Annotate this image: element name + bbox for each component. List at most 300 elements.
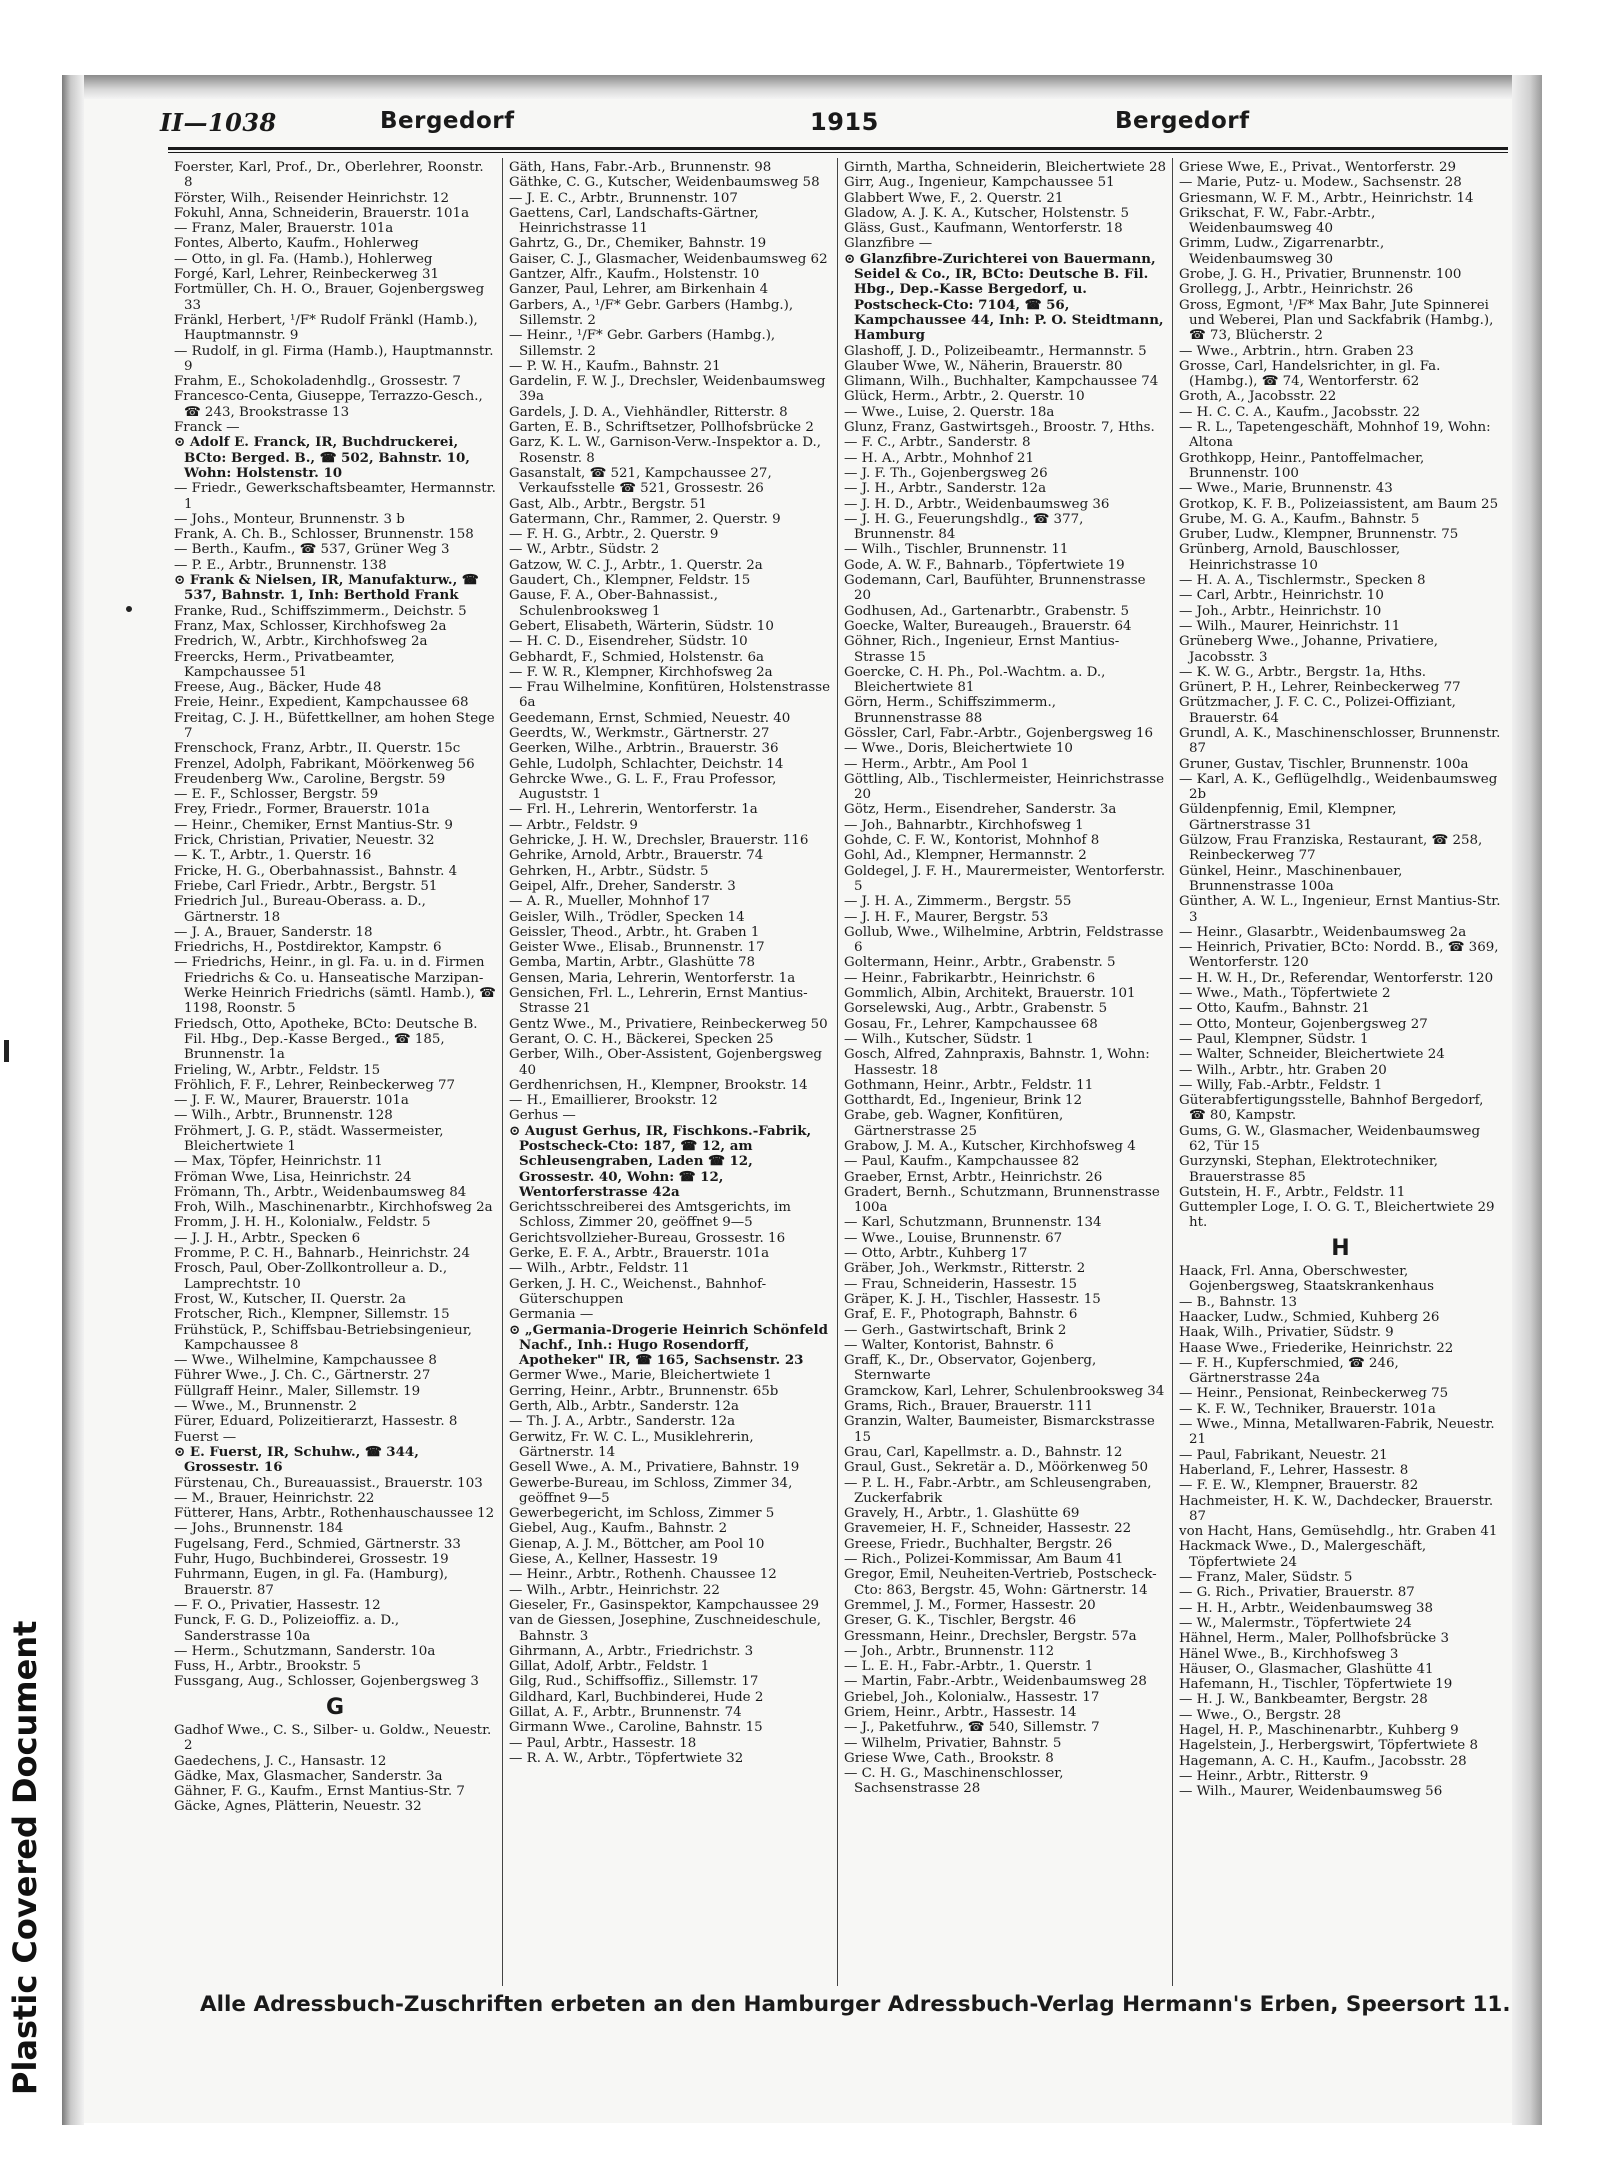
directory-entry: Gohl, Ad., Klempner, Hermannstr. 2 — [844, 848, 1087, 864]
directory-entry: Haberland, F., Lehrer, Hassestr. 8 — [1179, 1462, 1409, 1478]
directory-entry: — Johs., Monteur, Brunnenstr. 3 b — [174, 511, 405, 527]
directory-entry: Grimm, Ludw., Zigarrenarbtr., Weidenbaumsweg 30 — [1179, 236, 1385, 267]
directory-entry: Godhusen, Ad., Gartenarbtr., Grabenstr. 5 — [844, 603, 1129, 619]
directory-entry: Fokuhl, Anna, Schneiderin, Brauerstr. 101a — [174, 205, 470, 221]
directory-entry: Gehricke, J. H. W., Drechsler, Brauerstr. 116 — [509, 833, 809, 849]
directory-entry: Gieseler, Fr., Gasinspektor, Kampchaussee 29 — [509, 1597, 820, 1613]
directory-entry: — Frau Wilhelmine, Konfitüren, Holstenstrasse 6a — [509, 680, 831, 711]
directory-entry: — H. J. W., Bankbeamter, Bergstr. 28 — [1179, 1692, 1428, 1708]
directory-entry: — Franz, Maler, Südstr. 5 — [1179, 1570, 1353, 1586]
directory-entry: Glimann, Wilh., Buchhalter, Kampchaussee 74 — [844, 374, 1159, 390]
directory-entry: Greser, G. K., Tischler, Bergstr. 46 — [844, 1613, 1077, 1629]
directory-entry: Häuser, O., Glasmacher, Glashütte 41 — [1179, 1661, 1434, 1677]
directory-entry: — F. O., Privatier, Hassestr. 12 — [174, 1597, 381, 1613]
directory-entry: Fuhrmann, Eugen, in gl. Fa. (Hamburg), Brauerstr. 87 — [174, 1567, 449, 1598]
directory-entry: Freitag, C. J. H., Büfettkellner, am hohen Stege 7 — [174, 710, 495, 741]
directory-entry: Gerth, Alb., Arbtr., Sanderstr. 12a — [509, 1399, 739, 1415]
directory-entry: Gräber, Joh., Werkmstr., Ritterstr. 2 — [844, 1261, 1086, 1277]
directory-entry: — Joh., Arbtr., Heinrichstr. 10 — [1179, 603, 1382, 619]
directory-entry: Gause, F. A., Ober-Bahnassist., Schulenbrooksweg 1 — [509, 588, 719, 619]
directory-entry: — Willy, Fab.-Arbtr., Feldstr. 1 — [1179, 1077, 1383, 1093]
directory-column-1 — [168, 158, 503, 1986]
directory-entry: — F. H. G., Arbtr., 2. Querstr. 9 — [509, 527, 719, 543]
directory-entry: — Friedrichs, Heinr., in gl. Fa. u. in d. Firmen Friedrichs & Co. u. Hanseatische Marzipan-Werke Heinrich Friedrichs (sämtl. Hamb.), ☎ 1198, Roonstr. 5 — [174, 955, 496, 1017]
directory-entry: Grützmacher, J. F. C. C., Polizei-Offiziant, Brauerstr. 64 — [1179, 695, 1456, 726]
directory-column-4 — [1173, 158, 1508, 1986]
directory-entry: Hafemann, H., Tischler, Töpfertwiete 19 — [1179, 1677, 1453, 1693]
directory-entry: Griese Wwe, Cath., Brookstr. 8 — [844, 1750, 1054, 1766]
directory-entry: — Wilh., Arbtr., Feldstr. 11 — [509, 1261, 690, 1277]
directory-entry: — H. A., Arbtr., Mohnhof 21 — [844, 450, 1034, 466]
directory-entry: Grau, Carl, Kapellmstr. a. D., Bahnstr. 12 — [844, 1444, 1123, 1460]
directory-entry: — Wwe., Math., Töpfertwiete 2 — [1179, 986, 1391, 1002]
directory-entry: ⊙ E. Fuerst, IR, Schuhw., ☎ 344, Grossestr. 16 — [174, 1443, 419, 1476]
directory-entry: — C. H. G., Maschinenschlosser, Sachsenstrasse 28 — [844, 1766, 1064, 1797]
directory-entry: Fredrich, W., Arbtr., Kirchhofsweg 2a — [174, 634, 428, 650]
directory-entry: ⊙ „Germania-Drogerie Heinrich Schönfeld Nachf., Inh.: Hugo Rosendorff, Apotheker" IR, ☎ 165, Sachsenstr. 23 — [509, 1321, 828, 1369]
directory-entry: — G. Rich., Privatier, Brauerstr. 87 — [1179, 1585, 1415, 1601]
directory-entry: Fränkl, Herbert, ¹/F* Rudolf Fränkl (Hamb.), Hauptmannstr. 9 — [174, 312, 478, 344]
directory-entry: Fugelsang, Ferd., Schmied, Gärtnerstr. 33 — [174, 1536, 461, 1552]
directory-entry: Frotscher, Rich., Klempner, Sillemstr. 15 — [174, 1307, 450, 1323]
directory-entry: Gemba, Martin, Arbtr., Glashütte 78 — [509, 955, 756, 971]
directory-entry: Fortmüller, Ch. H. O., Brauer, Gojenbergsweg 33 — [174, 282, 485, 313]
directory-entry: Frahm, E., Schokoladenhdlg., Grossestr. 7 — [174, 374, 461, 390]
directory-entry: Glabbert Wwe, F., 2. Querstr. 21 — [844, 190, 1064, 206]
directory-entry: — Max, Töpfer, Heinrichstr. 11 — [174, 1154, 383, 1170]
directory-entry: Goltermann, Heinr., Arbtr., Grabenstr. 5 — [844, 955, 1116, 971]
directory-entry: Freercks, Herm., Privatbeamter, Kampchaussee 51 — [174, 649, 395, 680]
directory-entry: Frick, Christian, Privatier, Neuestr. 32 — [174, 833, 435, 849]
directory-entry: Gensichen, Frl. L., Lehrerin, Ernst Mantius-Strasse 21 — [509, 986, 808, 1017]
directory-entry: — B., Bahnstr. 13 — [1179, 1294, 1298, 1310]
page-header — [120, 108, 1460, 144]
directory-entry: Gaudert, Ch., Klempner, Feldstr. 15 — [509, 573, 751, 589]
directory-entry: Gäcke, Agnes, Plätterin, Neuestr. 32 — [174, 1799, 422, 1815]
directory-entry: Garz, K. L. W., Garnison-Verw.-Inspektor a. D., Rosenstr. 8 — [509, 435, 822, 466]
directory-entry: Gerichtsschreiberei des Amtsgerichts, im Schloss, Zimmer 20, geöffnet 9—5 — [509, 1200, 791, 1231]
directory-entry: — M., Brauer, Heinrichstr. 22 — [174, 1490, 375, 1506]
directory-entry: Freese, Aug., Bäcker, Hude 48 — [174, 680, 382, 696]
directory-entry: Gardelin, F. W. J., Drechsler, Weidenbaumsweg 39a — [509, 374, 826, 405]
directory-entry: — Carl, Arbtr., Heinrichstr. 10 — [1179, 588, 1384, 604]
directory-entry: ⊙ Adolf E. Franck, IR, Buchdruckerei, BCto: Berged. B., ☎ 502, Bahnstr. 10, Wohn: Holstenstr. 10 — [174, 434, 470, 481]
directory-entry: Glunz, Franz, Gastwirtsgeh., Broostr. 7, Hths. — [844, 420, 1155, 436]
directory-entry: Gollub, Wwe., Wilhelmine, Arbtrin, Feldstrasse 6 — [844, 924, 1164, 956]
directory-entry: Haase Wwe., Friederike, Heinrichstr. 22 — [1179, 1340, 1454, 1356]
section-letter: H — [1331, 1235, 1350, 1261]
directory-entry: — H. W. H., Dr., Referendar, Wentorferstr. 120 — [1179, 970, 1494, 986]
directory-entry: Gressmann, Heinr., Drechsler, Bergstr. 57a — [844, 1628, 1137, 1644]
header-year: 1915 — [810, 108, 879, 136]
directory-entry: — Otto, in gl. Fa. (Hamb.), Hohlerweg — [174, 251, 433, 267]
directory-entry: — Wwe., M., Brunnenstr. 2 — [174, 1399, 357, 1415]
directory-entry: Göhner, Rich., Ingenieur, Ernst Mantius-Strasse 15 — [844, 634, 1120, 665]
directory-entry: Gähner, F. G., Kaufm., Ernst Mantius-Str. 7 — [174, 1784, 465, 1800]
directory-entry: Fröman Wwe, Lisa, Heinrichstr. 24 — [174, 1169, 412, 1185]
directory-entry: — Arbtr., Feldstr. 9 — [509, 817, 638, 833]
directory-entry: — E. F., Schlosser, Bergstr. 59 — [174, 787, 379, 803]
directory-entry: von Hacht, Hans, Gemüsehdlg., htr. Graben 41 — [1179, 1524, 1498, 1540]
directory-entry: Giebel, Aug., Kaufm., Bahnstr. 2 — [509, 1521, 728, 1537]
scan-mark — [126, 606, 132, 612]
directory-entry: Gädke, Max, Glasmacher, Sanderstr. 3a — [174, 1768, 443, 1784]
directory-entry: Glauber Wwe, W., Näherin, Brauerstr. 80 — [844, 358, 1123, 374]
directory-entry: — Wilh., Arbtr., htr. Graben 20 — [1179, 1062, 1387, 1078]
directory-entry: Gruber, Ludw., Klempner, Brunnenstr. 75 — [1179, 527, 1459, 543]
directory-entry: Gruner, Gustav, Tischler, Brunnenstr. 100a — [1179, 756, 1469, 772]
directory-entry: Gillat, Adolf, Arbtr., Feldstr. 1 — [509, 1659, 710, 1675]
directory-entry: Glanzfibre — — [844, 236, 933, 252]
directory-entry: — Otto, Arbtr., Kuhberg 17 — [844, 1246, 1028, 1262]
directory-entry: Gillat, A. F., Arbtr., Brunnenstr. 74 — [509, 1704, 742, 1720]
directory-entry: Gerber, Wilh., Ober-Assistent, Gojenbergsweg 40 — [509, 1047, 822, 1078]
directory-entry: — Karl, A. K., Geflügelhdlg., Weidenbaumsweg 2b — [1179, 771, 1498, 803]
directory-entry: Gerant, O. C. H., Bäckerei, Specken 25 — [509, 1031, 774, 1047]
directory-entry: — J. A., Brauer, Sanderstr. 18 — [174, 924, 373, 940]
directory-entry: Frühstück, P., Schiffsbau-Betriebsingenieur, Kampchaussee 8 — [174, 1322, 472, 1353]
directory-entry: Gehrcke Wwe., G. L. F., Frau Professor, Auguststr. 1 — [509, 771, 777, 803]
directory-entry: Gardels, J. D. A., Viehhändler, Ritterstr. 8 — [509, 404, 788, 420]
directory-entry: Haack, Frl. Anna, Oberschwester, Gojenbergsweg, Staatskrankenhaus — [1179, 1264, 1434, 1295]
directory-entry: ⊙ Glanzfibre-Zurichterei von Bauermann, Seidel & Co., IR, BCto: Deutsche B. Fil. Hbg., Dep.-Kasse Bergedorf, u. Postscheck-Cto: 7104, ☎ 56, Kampchaussee 44, Inh: P. O. Steidtmann, Hamburg — [844, 250, 1164, 344]
directory-entry: Graul, Gust., Sekretär a. D., Möörkenweg 50 — [844, 1460, 1149, 1476]
directory-entry: — Wwe., O., Bergstr. 28 — [1179, 1707, 1342, 1723]
directory-entry: Griesmann, W. F. M., Arbtr., Heinrichstr. 14 — [1179, 190, 1474, 206]
directory-entry: Funck, F. G. D., Polizeioffiz. a. D., Sanderstrasse 10a — [174, 1613, 400, 1644]
directory-entry: — Wilhelm, Privatier, Bahnstr. 5 — [844, 1735, 1062, 1751]
directory-entry: — Frl. H., Lehrerin, Wentorferstr. 1a — [509, 802, 758, 818]
directory-entry: Fütterer, Hans, Arbtr., Rothenhauschaussee 12 — [174, 1506, 495, 1522]
scan-edge-top — [62, 75, 1532, 99]
directory-entry: Gahrtz, G., Dr., Chemiker, Bahnstr. 19 — [509, 236, 767, 252]
directory-entry: — Rudolf, in gl. Firma (Hamb.), Hauptmannstr. 9 — [174, 343, 494, 374]
directory-entry: Foerster, Karl, Prof., Dr., Oberlehrer, Roonstr. 8 — [174, 160, 484, 191]
directory-entry: — Wilh., Arbtr., Heinrichstr. 22 — [509, 1582, 720, 1598]
directory-entry: Grobe, J. G. H., Privatier, Brunnenstr. 100 — [1179, 267, 1462, 283]
directory-entry: — Herm., Schutzmann, Sanderstr. 10a — [174, 1643, 436, 1659]
directory-entry: Glashoff, J. D., Polizeibeamtr., Hermannstr. 5 — [844, 343, 1147, 359]
directory-entry: Geerken, Wilhe., Arbtrin., Brauerstr. 36 — [509, 741, 779, 757]
directory-entry: Gaedechens, J. C., Hansastr. 12 — [174, 1753, 387, 1769]
directory-entry: Geipel, Alfr., Dreher, Sanderstr. 3 — [509, 878, 736, 894]
directory-entry: Götz, Herm., Eisendreher, Sanderstr. 3a — [844, 802, 1117, 818]
directory-entry: Güterabfertigungsstelle, Bahnhof Bergedorf, ☎ 80, Kampstr. — [1179, 1093, 1484, 1124]
directory-entry: — Otto, Kaufm., Bahnstr. 21 — [1179, 1001, 1370, 1017]
directory-entry: Freie, Heinr., Expedient, Kampchaussee 68 — [174, 695, 469, 711]
directory-entry: Fuss, H., Arbtr., Brookstr. 5 — [174, 1659, 362, 1675]
directory-entry: — Wwe., Louise, Brunnenstr. 67 — [844, 1230, 1063, 1246]
directory-entry: — Wilh., Kutscher, Südstr. 1 — [844, 1031, 1034, 1047]
directory-entry: Görn, Herm., Schiffszimmerm., Brunnenstrasse 88 — [844, 695, 1057, 726]
directory-entry: Geissler, Theod., Arbtr., ht. Graben 1 — [509, 924, 760, 940]
directory-entry: — Friedr., Gewerkschaftsbeamter, Hermannstr. 1 — [174, 481, 496, 512]
directory-entry: — Walter, Schneider, Bleichertwiete 24 — [1179, 1047, 1445, 1063]
directory-entry: Goldegel, J. F. H., Maurermeister, Wentorferstr. 5 — [844, 863, 1166, 894]
directory-entry: — Heinr., ¹/F* Gebr. Garbers (Hambg.), Sillemstr. 2 — [509, 328, 776, 359]
directory-entry: Franke, Rud., Schiffszimmerm., Deichstr. 5 — [174, 603, 467, 619]
directory-entry: Goercke, C. H. Ph., Pol.-Wachtm. a. D., Bleichertwiete 81 — [844, 664, 1106, 696]
directory-entry: Geedemann, Ernst, Schmied, Neuestr. 40 — [509, 710, 791, 726]
directory-entry: Grikschat, F. W., Fabr.-Arbtr., Weidenbaumsweg 40 — [1179, 205, 1376, 237]
directory-entry: Guttempler Loge, I. O. G. T., Bleichertwiete 29 ht. — [1179, 1200, 1495, 1231]
directory-entry: Gorselewski, Aug., Arbtr., Grabenstr. 5 — [844, 1001, 1108, 1017]
directory-entry: — F. H., Kupferschmied, ☎ 246, Gärtnerstrasse 24a — [1179, 1355, 1399, 1387]
directory-entry: Gerdhenrichsen, H., Klempner, Brookstr. 14 — [509, 1077, 808, 1093]
directory-entry: Geerdts, W., Werkmstr., Gärtnerstr. 27 — [509, 725, 770, 741]
page-footer: Alle Adressbuch-Zuschriften erbeten an den Hamburger Adressbuch-Verlag Hermann's Erben, Speersort 11. — [200, 1992, 1511, 2017]
directory-entry: Grünert, P. H., Lehrer, Reinbeckerweg 77 — [1179, 680, 1461, 696]
directory-entry: Fürstenau, Ch., Bureauassist., Brauerstr. 103 — [174, 1475, 483, 1491]
directory-entry: Grollegg, J., Arbtr., Heinrichstr. 26 — [1179, 282, 1414, 298]
directory-entry: — H. A. A., Tischlermstr., Specken 8 — [1179, 573, 1426, 589]
directory-entry: — J. H., Arbtr., Sanderstr. 12a — [844, 481, 1047, 497]
directory-entry: ⊙ Frank & Nielsen, IR, Manufakturw., ☎ 537, Bahnstr. 1, Inh: Berthold Frank — [174, 572, 479, 604]
directory-entry: — F. C., Arbtr., Sanderstr. 8 — [844, 435, 1031, 451]
directory-entry: Giese, A., Kellner, Hassestr. 19 — [509, 1552, 718, 1568]
directory-entry: Girmann Wwe., Caroline, Bahnstr. 15 — [509, 1720, 763, 1736]
directory-entry: — H. C. D., Eisendreher, Südstr. 10 — [509, 634, 748, 650]
directory-entry: Gräper, K. J. H., Tischler, Hassestr. 15 — [844, 1291, 1101, 1307]
directory-entry: Fröhlich, F. F., Lehrer, Reinbeckerweg 77 — [174, 1077, 456, 1093]
directory-entry: — L. E. H., Fabr.-Arbtr., 1. Querstr. 1 — [844, 1659, 1094, 1675]
directory-entry: — J., Paketfuhrw., ☎ 540, Sillemstr. 7 — [844, 1720, 1100, 1736]
directory-entry: Girr, Aug., Ingenieur, Kampchaussee 51 — [844, 175, 1115, 191]
directory-entry: Gosau, Fr., Lehrer, Kampchaussee 68 — [844, 1016, 1098, 1032]
directory-entry: Grothkopp, Heinr., Pantoffelmacher, Brunnenstr. 100 — [1179, 450, 1425, 481]
directory-entry: — Frau, Schneiderin, Hassestr. 15 — [844, 1276, 1077, 1292]
directory-entry: — K. F. W., Techniker, Brauerstr. 101a — [1179, 1401, 1436, 1417]
directory-entry: — J. H. F., Maurer, Bergstr. 53 — [844, 909, 1049, 925]
directory-entry: Fromm, J. H. H., Kolonialw., Feldstr. 5 — [174, 1215, 431, 1231]
directory-entry: Hagel, H. P., Maschinenarbtr., Kuhberg 9 — [1179, 1722, 1459, 1738]
directory-entry: Gotthardt, Ed., Ingenieur, Brink 12 — [844, 1093, 1082, 1109]
directory-entry: Gewerbe-Bureau, im Schloss, Zimmer 34, geöffnet 9—5 — [509, 1475, 793, 1506]
directory-entry: Gohde, C. F. W., Kontorist, Mohnhof 8 — [844, 833, 1100, 849]
directory-entry: Gurzynski, Stephan, Elektrotechniker, Brauerstrasse 85 — [1179, 1154, 1439, 1185]
directory-entry: Grams, Rich., Brauer, Brauerstr. 111 — [844, 1399, 1094, 1415]
directory-entry: Gerhus — — [509, 1108, 576, 1124]
directory-entry: Gewerbegericht, im Schloss, Zimmer 5 — [509, 1506, 775, 1522]
directory-entry: — Wilh., Maurer, Heinrichstr. 11 — [1179, 618, 1401, 634]
directory-entry: — Wilh., Tischler, Brunnenstr. 11 — [844, 542, 1069, 558]
directory-entry: Fuhr, Hugo, Buchbinderei, Grossestr. 19 — [174, 1552, 449, 1568]
directory-entry: Francesco-Centa, Giuseppe, Terrazzo-Gesch., ☎ 243, Brookstrasse 13 — [174, 389, 483, 420]
directory-entry: Groth, A., Jacobsstr. 22 — [1179, 389, 1337, 405]
directory-entry: Gaiser, C. J., Glasmacher, Weidenbaumsweg 62 — [509, 251, 828, 267]
directory-entry: Gode, A. W. F., Bahnarb., Töpfertwiete 19 — [844, 557, 1125, 573]
directory-entry: Friedrich Jul., Bureau-Oberass. a. D., Gärtnerstr. 18 — [174, 894, 426, 925]
directory-entry: Gerwitz, Fr. W. C. L., Musiklehrerin, Gärtnerstr. 14 — [509, 1429, 754, 1460]
directory-entry: — P. W. H., Kaufm., Bahnstr. 21 — [509, 358, 721, 374]
directory-entry: Friedsch, Otto, Apotheke, BCto: Deutsche B. Fil. Hbg., Dep.-Kasse Berged., ☎ 185, Brunnenstr. 1a — [174, 1016, 478, 1063]
directory-entry: Gadhof Wwe., C. S., Silber- u. Goldw., Neuestr. 2 — [174, 1722, 492, 1754]
directory-entry: Hackmack Wwe., D., Malergeschäft, Töpfertwiete 24 — [1179, 1539, 1427, 1570]
directory-entry: — Heinrich, Privatier, BCto: Nordd. B., ☎ 369, Wentorferstr. 120 — [1179, 940, 1499, 971]
directory-entry: Gäthke, C. G., Kutscher, Weidenbaumsweg 58 — [509, 175, 820, 191]
directory-entry: — Gerh., Gastwirtschaft, Brink 2 — [844, 1322, 1067, 1338]
directory-entry: — Paul, Kaufm., Kampchaussee 82 — [844, 1154, 1080, 1170]
directory-entry: Grundl, A. K., Maschinenschlosser, Brunnenstr. 87 — [1179, 725, 1501, 757]
directory-entry: Ganzer, Paul, Lehrer, am Birkenhain 4 — [509, 282, 769, 298]
directory-entry: Haacker, Ludw., Schmied, Kuhberg 26 — [1179, 1309, 1440, 1325]
directory-entry: Friedrichs, H., Postdirektor, Kampstr. 6 — [174, 940, 442, 956]
directory-entry: Gatzow, W. C. J., Arbtr., 1. Querstr. 2a — [509, 557, 763, 573]
directory-entry: — R. A. W., Arbtr., Töpfertwiete 32 — [509, 1750, 744, 1766]
directory-entry: Führer Wwe., J. Ch. C., Gärtnerstr. 27 — [174, 1368, 431, 1384]
directory-entry: — Karl, Schutzmann, Brunnenstr. 134 — [844, 1215, 1102, 1231]
directory-entry: — Wwe., Doris, Bleichertwiete 10 — [844, 741, 1073, 757]
directory-entry: — Heinr., Pensionat, Reinbeckerweg 75 — [1179, 1386, 1449, 1402]
directory-entry: Gerichtsvollzieher-Bureau, Grossestr. 16 — [509, 1230, 786, 1246]
scan-edge-left — [62, 75, 84, 2125]
directory-entry: — K. T., Arbtr., 1. Querstr. 16 — [174, 848, 372, 864]
directory-entry: — Berth., Kaufm., ☎ 537, Grüner Weg 3 — [174, 542, 450, 558]
directory-entry: Gensen, Maria, Lehrerin, Wentorferstr. 1a — [509, 970, 796, 986]
directory-entry: Geister Wwe., Elisab., Brunnenstr. 17 — [509, 940, 765, 956]
directory-entry: — J. H. A., Zimmerm., Bergstr. 55 — [844, 894, 1072, 910]
directory-entry: — W., Malermstr., Töpfertwiete 24 — [1179, 1615, 1412, 1631]
scan-mark — [4, 1040, 9, 1062]
directory-entry: — F. W. R., Klempner, Kirchhofsweg 2a — [509, 664, 773, 680]
directory-entry: Gantzer, Alfr., Kaufm., Holstenstr. 10 — [509, 267, 760, 283]
directory-entry: Fröhmert, J. G. P., städt. Wassermeister, Bleichertwiete 1 — [174, 1123, 444, 1154]
directory-entry: — Herm., Arbtr., Am Pool 1 — [844, 756, 1030, 772]
directory-entry: Gerke, E. F. A., Arbtr., Brauerstr. 101a — [509, 1246, 770, 1262]
directory-entry: Gregor, Emil, Neuheiten-Vertrieb, Postscheck-Cto: 863, Bergstr. 45, Wohn: Gärtnerstr. 14 — [844, 1567, 1157, 1598]
directory-entry: — Joh., Bahnarbtr., Kirchhofsweg 1 — [844, 817, 1084, 833]
directory-entry: Gross, Egmont, ¹/F* Max Bahr, Jute Spinnerei und Weberei, Plan und Sackfabrik (Hambg.), ☎ 73, Blücherstr. 2 — [1179, 297, 1494, 344]
section-letter: G — [325, 1694, 345, 1720]
directory-entry: — F. E. W., Klempner, Brauerstr. 82 — [1179, 1478, 1419, 1494]
directory-entry: — P. L. H., Fabr.-Arbtr., am Schleusengraben, Zuckerfabrik — [844, 1475, 1152, 1506]
directory-entry: Griem, Heinr., Arbtr., Hassestr. 14 — [844, 1704, 1077, 1720]
directory-entry: — Heinr., Arbtr., Ritterstr. 9 — [1179, 1768, 1369, 1784]
directory-entry: Gebert, Elisabeth, Wärterin, Südstr. 10 — [509, 618, 774, 634]
directory-entry: Frenschock, Franz, Arbtr., II. Querstr. 15c — [174, 741, 461, 757]
directory-entry: — Johs., Brunnenstr. 184 — [174, 1521, 344, 1537]
directory-entry: Grotkop, K. F. B., Polizeiassistent, am Baum 25 — [1179, 496, 1499, 512]
directory-entry: Grabow, J. M. A., Kutscher, Kirchhofsweg 4 — [844, 1139, 1136, 1154]
directory-entry: Gäth, Hans, Fabr.-Arb., Brunnenstr. 98 — [509, 160, 772, 175]
directory-entry: Gaettens, Carl, Landschafts-Gärtner, Heinrichstrasse 11 — [509, 205, 759, 237]
side-label — [0, 1620, 44, 2100]
page-number: II—1038 — [160, 108, 277, 137]
directory-entry: Gülzow, Frau Franziska, Restaurant, ☎ 258, Reinbeckerweg 77 — [1179, 833, 1483, 864]
directory-entry: Hagemann, A. C. H., Kaufm., Jacobsstr. 28 — [1179, 1753, 1467, 1769]
directory-columns — [168, 158, 1508, 1986]
directory-entry: — Franz, Maler, Brauerstr. 101a — [174, 221, 394, 237]
directory-entry: Greese, Friedr., Buchhalter, Bergstr. 26 — [844, 1536, 1113, 1552]
directory-entry: Glück, Herm., Arbtr., 2. Querstr. 10 — [844, 389, 1085, 405]
directory-entry: Germania — — [509, 1307, 594, 1323]
directory-entry: — H. C. C. A., Kaufm., Jacobsstr. 22 — [1179, 404, 1420, 420]
directory-entry: Froh, Wilh., Maschinenarbtr., Kirchhofsweg 2a — [174, 1200, 493, 1216]
header-place-left: Bergedorf — [380, 108, 515, 134]
directory-entry: — H. H., Arbtr., Weidenbaumsweg 38 — [1179, 1600, 1434, 1616]
header-rule-thin — [168, 152, 1508, 153]
directory-entry: — Wwe., Luise, 2. Querstr. 18a — [844, 404, 1055, 420]
directory-entry: Günther, A. W. L., Ingenieur, Ernst Mantius-Str. 3 — [1179, 894, 1501, 925]
directory-entry: — Heinr., Arbtr., Rothenh. Chaussee 12 — [509, 1567, 777, 1583]
directory-entry: — K. W. G., Arbtr., Bergstr. 1a, Hths. — [1179, 664, 1427, 680]
directory-entry: Frank, A. Ch. B., Schlosser, Brunnenstr. 158 — [174, 527, 474, 543]
directory-entry: — Rich., Polizei-Kommissar, Am Baum 41 — [844, 1552, 1124, 1568]
directory-entry: — Th. J. A., Arbtr., Sanderstr. 12a — [509, 1414, 736, 1430]
directory-entry: Graeber, Ernst, Arbtr., Heinrichstr. 26 — [844, 1169, 1103, 1185]
directory-entry: Friebe, Carl Friedr., Arbtr., Bergstr. 51 — [174, 878, 438, 894]
directory-entry: Gravely, H., Arbtr., 1. Glashütte 69 — [844, 1506, 1080, 1522]
directory-entry: Gössler, Carl, Fabr.-Arbtr., Gojenbergsweg 16 — [844, 725, 1154, 741]
directory-entry: Griese Wwe, E., Privat., Wentorferstr. 29 — [1179, 160, 1457, 175]
directory-entry: — P. E., Arbtr., Brunnenstr. 138 — [174, 557, 387, 573]
directory-column-3 — [838, 158, 1173, 1986]
directory-entry: Gläss, Gust., Kaufmann, Wentorferstr. 18 — [844, 221, 1123, 237]
directory-entry: — H., Emaillierer, Brookstr. 12 — [509, 1093, 718, 1109]
directory-entry: Grabe, geb. Wagner, Konfitüren, Gärtnerstrasse 25 — [844, 1108, 1064, 1139]
directory-entry: — Wwe., Wilhelmine, Kampchaussee 8 — [174, 1353, 437, 1369]
directory-entry: — J. H. G., Feuerungshdlg., ☎ 377, Brunnenstr. 84 — [844, 511, 1084, 543]
directory-entry: — J. H. D., Arbtr., Weidenbaumsweg 36 — [844, 496, 1110, 512]
directory-entry: — Paul, Arbtr., Hassestr. 18 — [509, 1735, 697, 1751]
directory-entry: Gasanstalt, ☎ 521, Kampchaussee 27, Verkaufsstelle ☎ 521, Grossestr. 26 — [509, 465, 772, 497]
directory-entry: Graff, K., Dr., Observator, Gojenberg, Sternwarte — [844, 1353, 1097, 1384]
directory-entry: Haak, Wilh., Privatier, Südstr. 9 — [1179, 1325, 1394, 1341]
directory-entry: Gosch, Alfred, Zahnpraxis, Bahnstr. 1, Wohn: Hassestr. 18 — [844, 1047, 1150, 1078]
directory-entry: Geisler, Wilh., Trödler, Specken 14 — [509, 909, 745, 925]
directory-entry: Fuerst — — [174, 1429, 237, 1445]
directory-entry: Gremmel, J. M., Former, Hassestr. 20 — [844, 1597, 1096, 1613]
directory-entry: Frosch, Paul, Ober-Zollkontrolleur a. D., Lamprechtstr. 10 — [174, 1261, 448, 1292]
side-label-text: Plastic Covered Document — [6, 1620, 44, 2095]
directory-entry: Gildhard, Karl, Buchbinderei, Hude 2 — [509, 1689, 764, 1705]
directory-entry: — Heinr., Fabrikarbtr., Heinrichstr. 6 — [844, 970, 1096, 986]
directory-entry: Gums, G. W., Glasmacher, Weidenbaumsweg 62, Tür 15 — [1179, 1123, 1481, 1154]
directory-entry: Gihrmann, A., Arbtr., Friedrichstr. 3 — [509, 1643, 754, 1659]
directory-entry: Germer Wwe., Marie, Bleichertwiete 1 — [509, 1368, 772, 1384]
directory-entry: Fontes, Alberto, Kaufm., Hohlerweg — [174, 236, 419, 252]
directory-entry: Garbers, A., ¹/F* Gebr. Garbers (Hambg.), Sillemstr. 2 — [509, 297, 794, 328]
directory-entry: Gerring, Heinr., Arbtr., Brunnenstr. 65b — [509, 1383, 779, 1399]
directory-entry: Gehle, Ludolph, Schlachter, Deichstr. 14 — [509, 756, 784, 772]
directory-entry: — J. J. H., Arbtr., Specken 6 — [174, 1230, 361, 1246]
directory-entry: — Joh., Arbtr., Brunnenstr. 112 — [844, 1643, 1055, 1659]
directory-entry: Frenzel, Adolph, Fabrikant, Möörkenweg 56 — [174, 756, 475, 772]
directory-entry: — Wwe., Minna, Metallwaren-Fabrik, Neuestr. 21 — [1179, 1417, 1495, 1448]
directory-entry: Gramckow, Karl, Lehrer, Schulenbrooksweg 34 — [844, 1383, 1165, 1399]
directory-entry: Frost, W., Kutscher, II. Querstr. 2a — [174, 1291, 407, 1307]
directory-entry: Günkel, Heinr., Maschinenbauer, Brunnenstrasse 100a — [1179, 863, 1403, 894]
directory-entry: — Walter, Kontorist, Bahnstr. 6 — [844, 1337, 1054, 1353]
directory-entry: Forgé, Karl, Lehrer, Reinbeckerweg 31 — [174, 267, 440, 283]
directory-entry: Girnth, Martha, Schneiderin, Bleichertwiete 28 — [844, 160, 1166, 175]
directory-entry: Füllgraff Heinr., Maler, Sillemstr. 19 — [174, 1383, 421, 1399]
directory-entry: Gehrken, H., Arbtr., Südstr. 5 — [509, 863, 709, 879]
directory-entry: Garten, E. B., Schriftsetzer, Pollhofsbrücke 2 — [509, 420, 814, 436]
directory-entry: Graf, E. F., Photograph, Bahnstr. 6 — [844, 1307, 1078, 1323]
directory-entry: — J. F. Th., Gojenbergsweg 26 — [844, 465, 1048, 481]
directory-entry: — Wwe., Arbtrin., htrn. Graben 23 — [1179, 343, 1414, 359]
directory-entry: Gradert, Bernh., Schutzmann, Brunnenstrasse 100a — [844, 1184, 1160, 1216]
directory-entry: Frömann, Th., Arbtr., Weidenbaumsweg 84 — [174, 1184, 467, 1200]
directory-entry: Hähnel, Herm., Maler, Pollhofsbrücke 3 — [1179, 1631, 1449, 1647]
directory-entry: Gerken, J. H. C., Weichenst., Bahnhof-Güterschuppen — [509, 1276, 767, 1307]
directory-entry: Gilg, Rud., Schiffsoffiz., Sillemstr. 17 — [509, 1674, 759, 1690]
directory-entry: Grube, M. G. A., Kaufm., Bahnstr. 5 — [1179, 511, 1420, 527]
directory-entry: Hagelstein, J., Herbergswirt, Töpfertwiete 8 — [1179, 1738, 1478, 1754]
directory-entry: van de Giessen, Josephine, Zuschneideschule, Bahnstr. 3 — [509, 1613, 821, 1644]
directory-entry: — Paul, Fabrikant, Neuestr. 21 — [1179, 1447, 1388, 1463]
